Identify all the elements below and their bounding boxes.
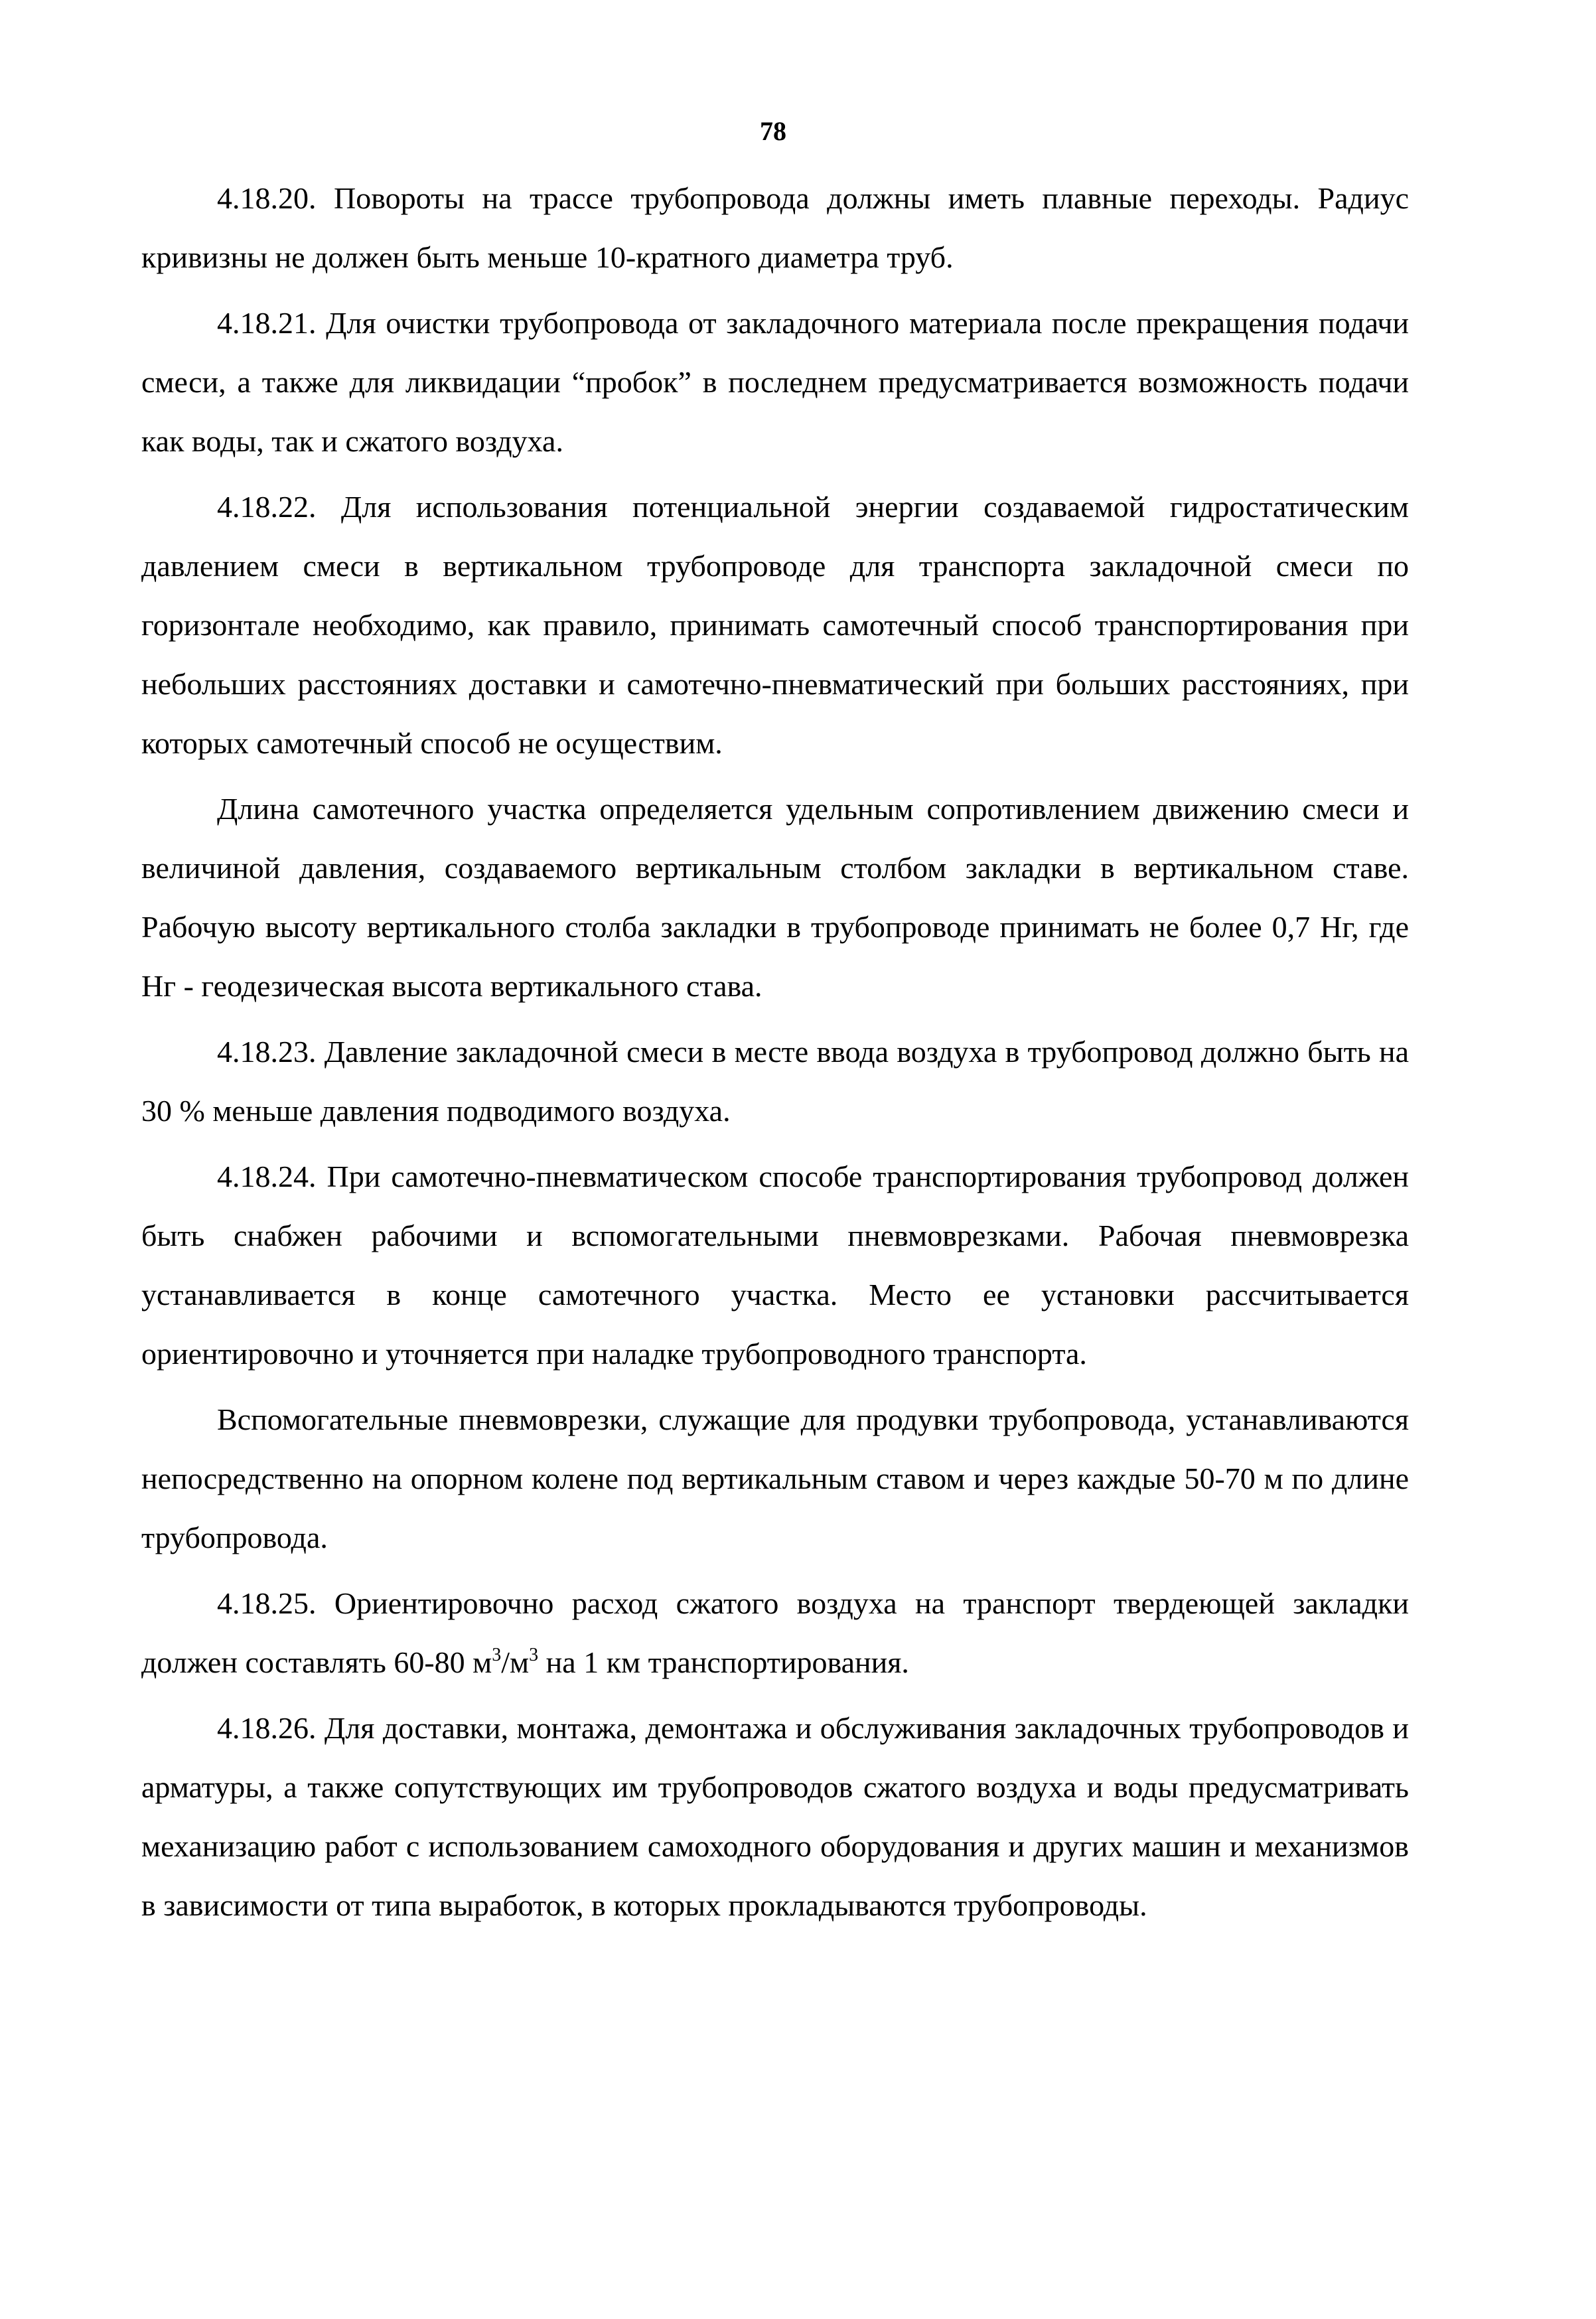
- paragraph-4-18-24: 4.18.24. При самотечно-пневматическом способе транспортирования трубопровод должен быть снабжен рабочими и вспомогательными пневмоврезками. Рабочая пневмоврезка устанавливается в конце самотечного участка. Место ее установки рассчитывается ориентировочно и уточняется при наладке трубопроводного транспорта.: [141, 1160, 1409, 1371]
- paragraph-4-18-25: [141, 1574, 1409, 1692]
- paragraph-4-18-25-part3: на 1 км транспортирования.: [538, 1645, 909, 1679]
- superscript-cubic-1: 3: [492, 1645, 502, 1665]
- superscript-cubic-2: 3: [529, 1645, 539, 1665]
- page-number: 78: [760, 116, 786, 146]
- paragraph-4-18-22: 4.18.22. Для использования потенциальной энергии создаваемой гидростатическим давлением смеси в вертикальном трубопроводе для транспорта закладочной смеси по горизонтале необходимо, как правило, принимать самотечный способ транспортирования при небольших расстояниях доставки и самотечно-пневматический при больших расстояниях, при которых самотечный способ не осуществим.: [141, 490, 1409, 760]
- paragraph-self-flow-length: Длина самотечного участка определяется удельным сопротивлением движению смеси и величиной давления, создаваемого вертикальным столбом закладки в вертикальном ставе. Рабочую высоту вертикального столба закладки в трубопроводе принимать не более 0,7 Нг, где Нг - геодезическая высота вертикального става.: [141, 792, 1409, 1003]
- paragraph-4-18-23: 4.18.23. Давление закладочной смеси в месте ввода воздуха в трубопровод должно быть на 30 % меньше давления подводимого воздуха.: [141, 1035, 1409, 1128]
- paragraph-4-18-25-part1: 4.18.25. Ориентировочно расход сжатого воздуха на транспорт твердеющей закладки должен составлять 60-80 м: [141, 1586, 1409, 1679]
- paragraph-auxiliary-air-inlets: Вспомогательные пневмоврезки, служащие для продувки трубопровода, устанавливаются непосредственно на опорном колене под вертикальным ставом и через каждые 50-70 м по длине трубопровода.: [141, 1402, 1409, 1554]
- document-body: [141, 169, 1409, 1941]
- paragraph-4-18-25-part2: /м: [501, 1645, 530, 1679]
- paragraph-4-18-26: 4.18.26. Для доставки, монтажа, демонтажа и обслуживания закладочных трубопроводов и арматуры, а также сопутствующих им трубопроводов сжатого воздуха и воды предусматривать механизацию работ с использованием самоходного оборудования и других машин и механизмов в зависимости от типа выработок, в которых прокладываются трубопроводы.: [141, 1711, 1409, 1922]
- paragraph-4-18-21: 4.18.21. Для очистки трубопровода от закладочного материала после прекращения подачи смеси, а также для ликвидации “пробок” в последнем предусматривается возможность подачи как воды, так и сжатого воздуха.: [141, 306, 1409, 458]
- paragraph-4-18-20: 4.18.20. Повороты на трассе трубопровода должны иметь плавные переходы. Радиус кривизны не должен быть меньше 10-кратного диаметра труб.: [141, 181, 1409, 274]
